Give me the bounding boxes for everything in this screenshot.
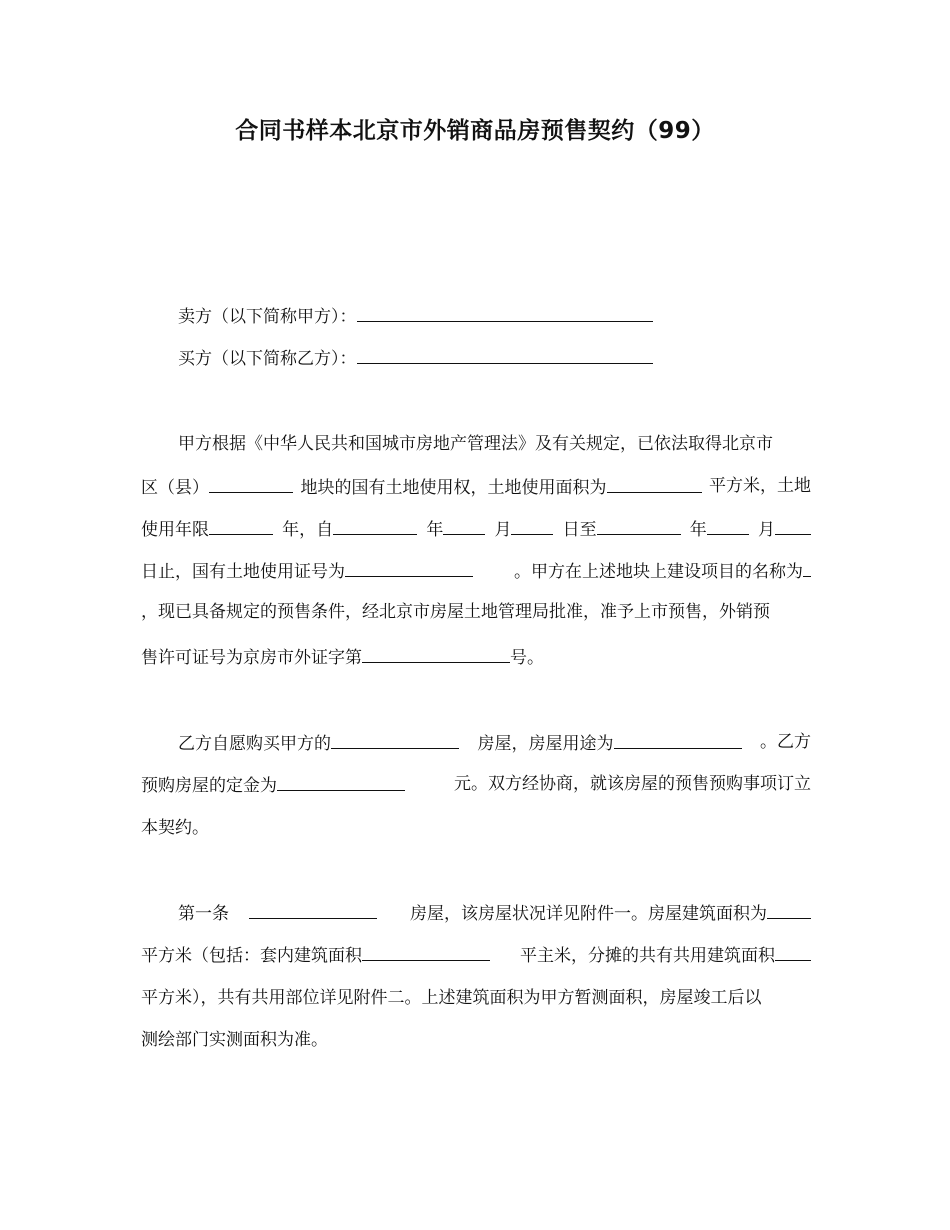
from-label: 年，自 xyxy=(282,520,334,540)
permit-label: 售许可证号为京房市外证字第 xyxy=(141,648,362,668)
para1-text-1: 甲方根据《中华人民共和国城市房地产管理法》及有关规定，已依法取得北京市 xyxy=(178,434,773,454)
land-area-unit: 平方米，土地 xyxy=(709,476,811,496)
land-area-blank[interactable] xyxy=(607,474,702,493)
para1-text-5: ，现已具备规定的预售条件，经北京市房屋土地管理局批准，准予上市预售，外销预 xyxy=(141,602,770,622)
para1-line1 xyxy=(178,432,811,456)
article1-house-blank[interactable] xyxy=(249,900,377,919)
from-day-blank[interactable] xyxy=(511,516,553,535)
inner-area-blank[interactable] xyxy=(362,942,490,961)
para1-line4 xyxy=(141,558,811,584)
para2-line2 xyxy=(141,772,811,798)
usage-blank[interactable] xyxy=(614,730,742,749)
article1-line3 xyxy=(141,986,811,1010)
district-label: 区（县） xyxy=(141,478,209,498)
article1-text-4: 测绘部门实测面积为准。 xyxy=(141,1030,328,1050)
document-title: 合同书样本北京市外销商品房预售契约（99） xyxy=(235,118,715,144)
building-area-blank[interactable] xyxy=(767,900,811,919)
article1-line2 xyxy=(141,942,811,968)
seller-line xyxy=(178,303,653,329)
from-month-unit: 月 xyxy=(494,520,512,540)
article1-heading: 第一条 xyxy=(178,904,229,924)
article1-line1 xyxy=(178,900,811,926)
permit-number-blank[interactable] xyxy=(362,644,510,663)
usage-label: 房屋，房屋用途为 xyxy=(477,734,614,754)
purchase-label: 乙方自愿购买甲方的 xyxy=(178,734,331,754)
buyer-blank[interactable] xyxy=(357,345,653,364)
from-month-blank[interactable] xyxy=(443,516,485,535)
district-blank[interactable] xyxy=(209,474,293,493)
para2-text-3: 本契约。 xyxy=(141,818,209,838)
deposit-blank[interactable] xyxy=(277,772,405,791)
deposit-text: 元。双方经协商，就该房屋的预售预购事项订立 xyxy=(454,774,811,794)
to-month-blank[interactable] xyxy=(707,516,749,535)
term-years-blank[interactable] xyxy=(209,516,273,535)
para1-line6 xyxy=(141,644,811,670)
to-year-unit: 年 xyxy=(689,520,707,540)
shared-area-blank[interactable] xyxy=(775,942,811,961)
house-blank[interactable] xyxy=(331,730,459,749)
seller-blank[interactable] xyxy=(357,303,653,322)
inner-area-label: 平方米（包括：套内建筑面积 xyxy=(141,946,362,966)
para2-line3 xyxy=(141,816,811,840)
to-year-blank[interactable] xyxy=(597,516,681,535)
article1-line4 xyxy=(141,1028,811,1052)
project-name-label: 。甲方在上述地块上建设项目的名称为 xyxy=(514,562,803,582)
para1-line2 xyxy=(141,474,811,500)
article1-text-3: 平方米），共有共用部位详见附件二。上述建筑面积为甲方暂测面积，房屋竣工后以 xyxy=(141,988,762,1008)
to-month-unit: 月 xyxy=(757,520,775,540)
seller-label: 卖方（以下简称甲方）： xyxy=(178,307,357,327)
para1-line3 xyxy=(141,516,811,542)
shared-area-label: 平主米，分摊的共有共用建筑面积 xyxy=(520,946,775,966)
para1-line5 xyxy=(141,600,811,624)
deposit-label: 预购房屋的定金为 xyxy=(141,776,277,796)
project-name-blank[interactable] xyxy=(803,558,811,577)
land-area-label: 地块的国有土地使用权，土地使用面积为 xyxy=(300,478,607,498)
buyer-label: 买方（以下简称乙方）： xyxy=(178,349,357,369)
buyer-line xyxy=(178,345,653,371)
from-year-blank[interactable] xyxy=(333,516,417,535)
land-cert-label: 日止，国有土地使用证号为 xyxy=(141,562,345,582)
land-cert-blank[interactable] xyxy=(345,558,473,577)
to-day-blank[interactable] xyxy=(775,516,811,535)
para2-line1-end: 。乙方 xyxy=(760,732,811,752)
permit-suffix: 号。 xyxy=(510,648,544,668)
building-area-label: 房屋，该房屋状况详见附件一。房屋建筑面积为 xyxy=(410,904,767,924)
from-year-unit: 年 xyxy=(426,520,444,540)
to-label: 日至 xyxy=(562,520,597,540)
term-label: 使用年限 xyxy=(141,520,209,540)
para2-line1 xyxy=(178,730,811,756)
